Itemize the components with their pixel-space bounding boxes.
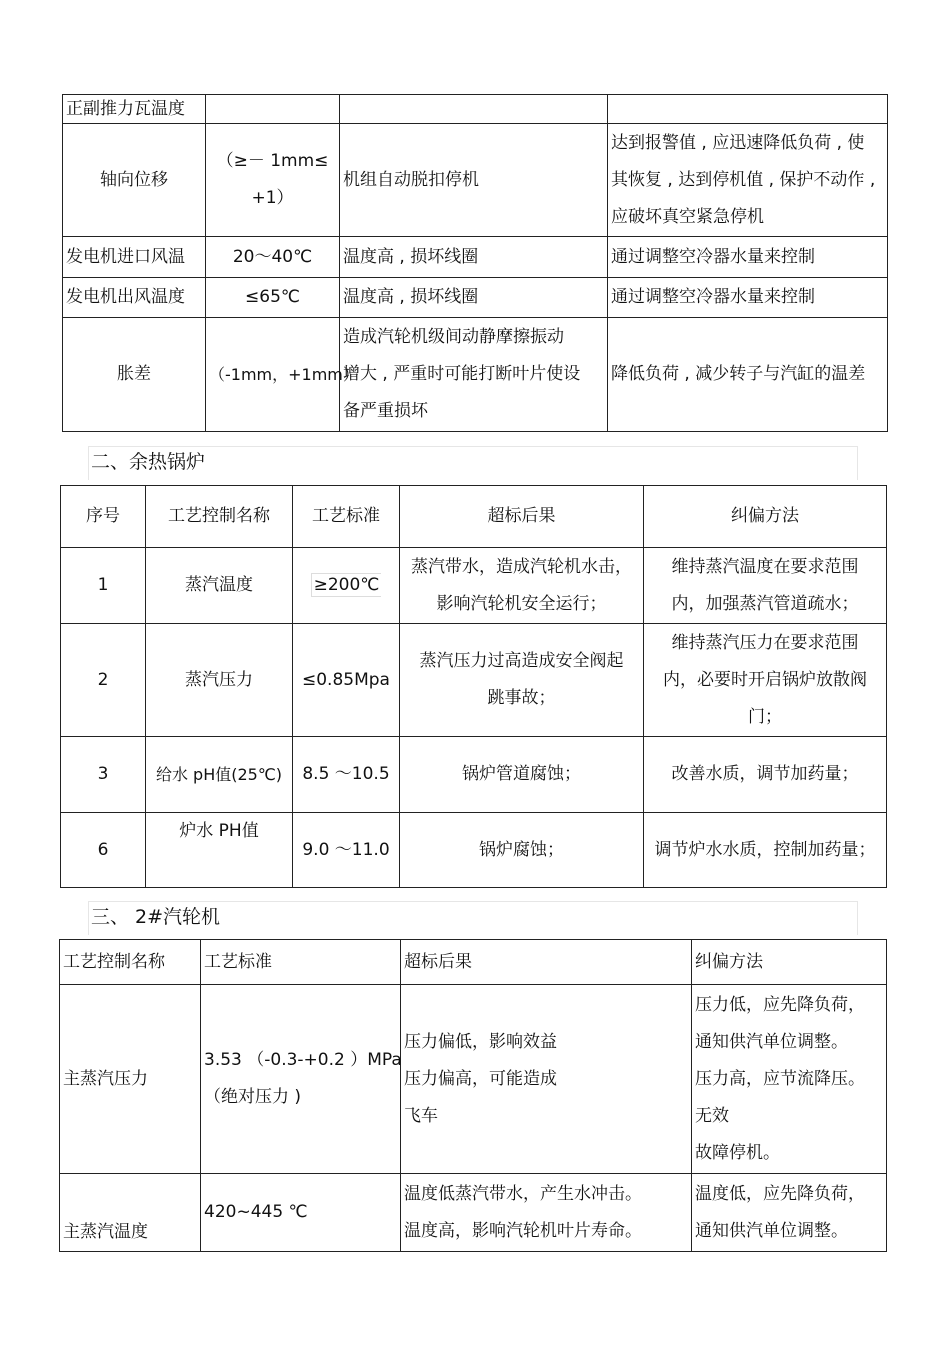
consequence-cell: 压力偏低，影响效益 压力偏高，可能造成 飞车 [401,985,692,1174]
steam-turbine-2-table [59,939,887,1252]
consequence-cell: 蒸汽压力过高造成安全阀起 跳事故； [400,624,644,737]
control-name-cell: 蒸汽压力 [146,624,293,737]
correction-cell: 调节炉水水质，控制加药量； [644,813,887,888]
consequence-cell: 温度低蒸汽带水，产生水冲击。 温度高，影响汽轮机叶片寿命。 [401,1174,692,1252]
consequence-cell: 机组自动脱扣停机 [340,124,608,237]
control-name-cell: 主蒸汽压力 [60,985,201,1174]
consequence-cell [340,95,608,124]
header-cell: 超标后果 [401,940,692,985]
standard-cell: （≥－ 1mm≤ +1） [206,124,340,237]
control-name-cell: 发电机出风温度 [63,278,206,318]
header-cell: 序号 [61,486,146,548]
table-header-row [60,940,887,985]
index-cell: 2 [61,624,146,737]
correction-cell: 达到报警值 , 应迅速降低负荷 , 使 其恢复 , 达到停机值 , 保护不动作 , 应破坏真空紧急停机 [608,124,888,237]
header-cell: 超标后果 [400,486,644,548]
table-row [61,737,887,813]
standard-cell: ≤0.85Mpa [293,624,400,737]
correction-cell: 维持蒸汽压力在要求范围 内，必要时开启锅炉放散阀 门； [644,624,887,737]
control-name-cell: 正副推力瓦温度 [63,95,206,124]
standard-cell: 3.53 （-0.3-+0.2 ）MPa （绝对压力 ) [201,985,401,1174]
table-row [60,1174,887,1252]
table-row [63,124,888,237]
index-cell: 6 [61,813,146,888]
control-name-cell: 主蒸汽温度 [60,1174,201,1252]
section-title-2-steam-turbine: 三、 2#汽轮机 [88,901,858,935]
correction-cell: 通过调整空冷器水量来控制 [608,237,888,278]
control-name-cell: 蒸汽温度 [146,548,293,624]
control-name-cell: 发电机进口风温 [63,237,206,278]
table-row [63,278,888,318]
consequence-cell: 温度高 , 损坏线圈 [340,237,608,278]
correction-cell: 温度低，应先降负荷， 通知供汽单位调整。 [692,1174,887,1252]
header-cell: 工艺标准 [201,940,401,985]
steam-turbine-continuation-table [62,94,888,432]
standard-cell: 9.0 ～11.0 [293,813,400,888]
standard-cell: 420~445 ℃ [201,1174,401,1252]
table-row [63,237,888,278]
table-header-row [61,486,887,548]
header-cell: 纠偏方法 [644,486,887,548]
section-title-waste-heat-boiler: 二、余热锅炉 [88,446,858,480]
consequence-cell: 造成汽轮机级间动静摩擦振动 增大 , 严重时可能打断叶片使设 备严重损坏 [340,318,608,432]
control-name-cell: 胀差 [63,318,206,432]
table-row [63,318,888,432]
header-cell: 工艺标准 [293,486,400,548]
table-row [61,813,887,888]
index-cell: 1 [61,548,146,624]
table-row [61,624,887,737]
consequence-cell: 温度高 , 损坏线圈 [340,278,608,318]
consequence-cell: 蒸汽带水，造成汽轮机水击， 影响汽轮机安全运行； [400,548,644,624]
index-cell: 3 [61,737,146,813]
header-cell: 纠偏方法 [692,940,887,985]
correction-cell: 压力低，应先降负荷， 通知供汽单位调整。 压力高，应节流降压。 无效 故障停机。 [692,985,887,1174]
standard-cell: 20～40℃ [206,237,340,278]
correction-cell: 降低负荷 , 减少转子与汽缸的温差 [608,318,888,432]
header-cell: 工艺控制名称 [146,486,293,548]
table-row [60,985,887,1174]
correction-cell: 通过调整空冷器水量来控制 [608,278,888,318]
control-name-cell: 轴向位移 [63,124,206,237]
consequence-cell: 锅炉腐蚀； [400,813,644,888]
waste-heat-boiler-table [60,485,887,888]
standard-cell: （-1mm，+1mm） [206,318,340,432]
table-row [61,548,887,624]
standard-cell: ≤65℃ [206,278,340,318]
standard-cell: ≥200℃ [293,548,400,624]
correction-cell: 改善水质，调节加药量； [644,737,887,813]
standard-cell [206,95,340,124]
standard-cell: 8.5 ～10.5 [293,737,400,813]
control-name-cell: 给水 pH值(25℃) [146,737,293,813]
header-cell: 工艺控制名称 [60,940,201,985]
table-row [63,95,888,124]
correction-cell [608,95,888,124]
consequence-cell: 锅炉管道腐蚀； [400,737,644,813]
correction-cell: 维持蒸汽温度在要求范围 内，加强蒸汽管道疏水； [644,548,887,624]
control-name-cell: 炉水 PH值 [146,813,293,888]
